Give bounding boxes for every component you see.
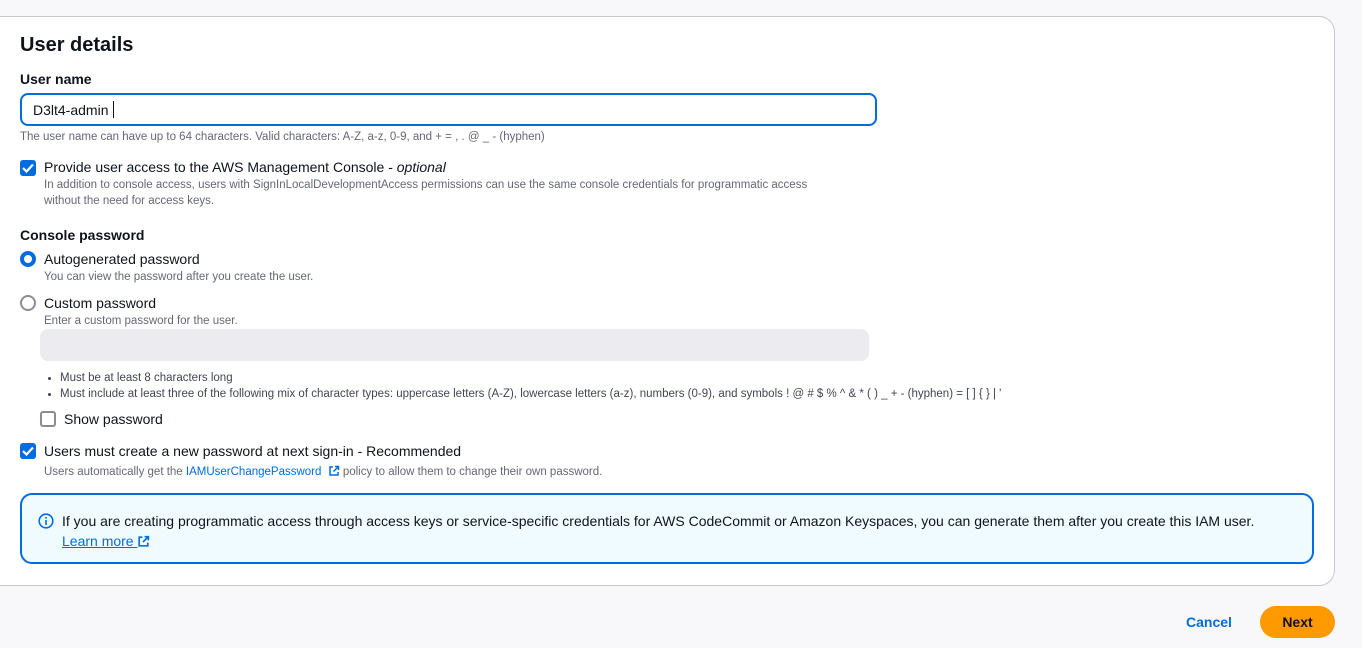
show-password-checkbox[interactable]: [40, 411, 56, 427]
learn-more-link-text: Learn more: [62, 533, 134, 549]
external-link-icon: [328, 465, 340, 477]
reset-password-label[interactable]: Users must create a new password at next sign-in - Recommended: [44, 443, 462, 459]
custom-password-description: Enter a custom password for the user.: [44, 315, 238, 327]
reset-password-description: [44, 464, 602, 480]
iam-policy-link[interactable]: [186, 466, 340, 478]
username-label: User name: [20, 71, 92, 87]
reset-password-description-suffix: policy to allow them to change their own password.: [339, 466, 603, 478]
console-password-heading: Console password: [20, 227, 145, 243]
console-access-label[interactable]: [44, 159, 446, 175]
username-input[interactable]: [20, 93, 877, 126]
info-icon: [38, 513, 54, 529]
cancel-button[interactable]: Cancel: [1178, 606, 1240, 638]
password-requirements-list: [46, 370, 1001, 402]
checkmark-icon: [22, 163, 34, 173]
info-alert: [20, 493, 1314, 564]
info-alert-text: [62, 511, 1292, 551]
section-title: User details: [20, 34, 134, 56]
password-requirement: Must be at least 8 characters long: [46, 370, 1001, 386]
autogenerated-password-radio[interactable]: [20, 251, 36, 267]
password-requirement: Must include at least three of the following mix of character types: uppercase letters (A-Z), lowercase letters (a-z), numbers (0-9), and symbols ! @ # $ % ^ & * ( ) _ + - (hyphen) = [ ] { } | ': [46, 386, 1001, 402]
show-password-label[interactable]: Show password: [64, 411, 163, 427]
console-access-description-1: In addition to console access, users with SignInLocalDevelopmentAccess permissions can use the same console credentials for programmatic access: [44, 179, 808, 191]
username-hint: The user name can have up to 64 characters. Valid characters: A-Z, a-z, 0-9, and + = , . @ _ - (hyphen): [20, 131, 545, 143]
text-caret: [113, 101, 114, 118]
custom-password-label[interactable]: Custom password: [44, 295, 157, 311]
reset-password-description-prefix: Users automatically get the: [44, 466, 186, 478]
console-access-label-text: Provide user access to the AWS Management Console -: [44, 159, 397, 175]
reset-password-checkbox[interactable]: [20, 443, 36, 459]
custom-password-radio[interactable]: [20, 295, 36, 311]
checkmark-icon: [22, 446, 34, 456]
external-link-icon: [137, 535, 150, 548]
info-alert-message: If you are creating programmatic access through access keys or service-specific credentials for AWS CodeCommit or Amazon Keyspaces, you can generate them after you create this IAM user.: [62, 513, 1255, 529]
console-access-description-2: without the need for access keys.: [44, 195, 215, 207]
autogenerated-password-label[interactable]: Autogenerated password: [44, 251, 200, 267]
learn-more-link[interactable]: [62, 533, 150, 549]
autogenerated-password-description: You can view the password after you create the user.: [44, 271, 314, 283]
iam-policy-link-text: IAMUserChangePassword: [185, 466, 322, 478]
console-access-checkbox[interactable]: [20, 160, 36, 176]
next-button[interactable]: Next: [1260, 606, 1335, 638]
optional-tag: optional: [396, 159, 446, 175]
custom-password-input[interactable]: [40, 329, 869, 361]
